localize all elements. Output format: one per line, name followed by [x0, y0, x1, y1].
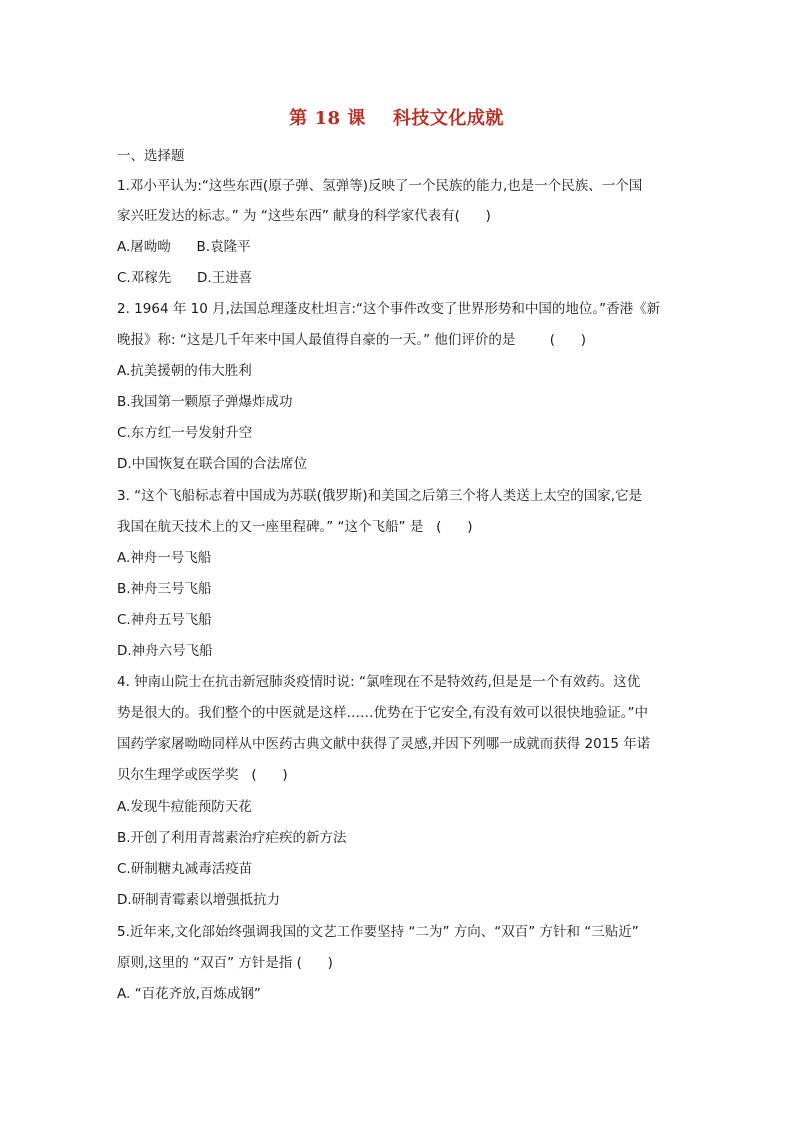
q1-options-cd: C.邓稼先 D.王进喜	[117, 270, 253, 286]
section-heading: 一、选择题	[117, 148, 185, 164]
q5-stem-line-2: 原则,这里的 “双百” 方针是指 ( )	[117, 955, 333, 971]
q4-stem-line-2: 势是很大的。我们整个的中医就是这样……优势在于它安全,有没有效可以很快地验证。”中	[117, 705, 649, 721]
q4-stem-line-1: 4. 钟南山院士在抗击新冠肺炎疫情时说: “氯喹现在不是特效药,但是是一个有效药。这优	[117, 674, 641, 690]
q1-stem-line-2: 家兴旺发达的标志。” 为 “这些东西” 献身的科学家代表有( )	[117, 208, 491, 224]
q3-option-b: B.神舟三号飞船	[117, 581, 212, 597]
q4-stem-line-4: 贝尔生理学或医学奖 ( )	[117, 767, 288, 783]
page-title: 第 18 课 科技文化成就	[289, 108, 504, 129]
q4-option-b: B.开创了利用青蒿素治疗疟疾的新方法	[117, 830, 347, 846]
q3-option-a: A.神舟一号飞船	[117, 550, 212, 566]
q4-option-c: C.研制糖丸减毒活疫苗	[117, 861, 253, 877]
q2-stem-line-1: 2. 1964 年 10 月,法国总理蓬皮杜坦言:“这个事件改变了世界形势和中国的地位。”香港《新	[117, 301, 661, 317]
q5-option-a: A. “百花齐放,百炼成钢”	[117, 986, 261, 1002]
q4-stem-line-3: 国药学家屠呦呦同样从中医药古典文献中获得了灵感,并因下列哪一成就而获得 2015 年诺	[117, 736, 651, 752]
q1-options-ab: A.屠呦呦 B.袁隆平	[117, 239, 251, 255]
q1-stem-line-1: 1.邓小平认为:“这些东西(原子弹、氢弹等)反映了一个民族的能力,也是一个民族、一个国	[117, 178, 643, 194]
q3-stem-line-2: 我国在航天技术上的又一座里程碑。” “这个飞船” 是 ( )	[117, 519, 473, 535]
q2-option-b: B.我国第一颗原子弹爆炸成功	[117, 394, 293, 410]
q2-option-c: C.东方红一号发射升空	[117, 425, 253, 441]
q4-option-d: D.研制青霉素以增强抵抗力	[117, 892, 281, 908]
q2-stem-line-2: 晚报》称: “这是几千年来中国人最值得自豪的一天。” 他们评价的是 ( )	[117, 332, 586, 348]
q2-option-a: A.抗美援朝的伟大胜利	[117, 363, 252, 379]
q2-option-d: D.中国恢复在联合国的合法席位	[117, 456, 308, 472]
q4-option-a: A.发现牛痘能预防天花	[117, 799, 252, 815]
q5-stem-line-1: 5.近年来,文化部始终强调我国的文艺工作要坚持 “二为” 方向、“双百” 方针和 “三贴近”	[117, 924, 639, 940]
q3-option-d: D.神舟六号飞船	[117, 643, 213, 659]
q3-stem-line-1: 3. “这个飞船标志着中国成为苏联(俄罗斯)和美国之后第三个将人类送上太空的国家,它是	[117, 488, 642, 504]
q3-option-c: C.神舟五号飞船	[117, 612, 212, 628]
